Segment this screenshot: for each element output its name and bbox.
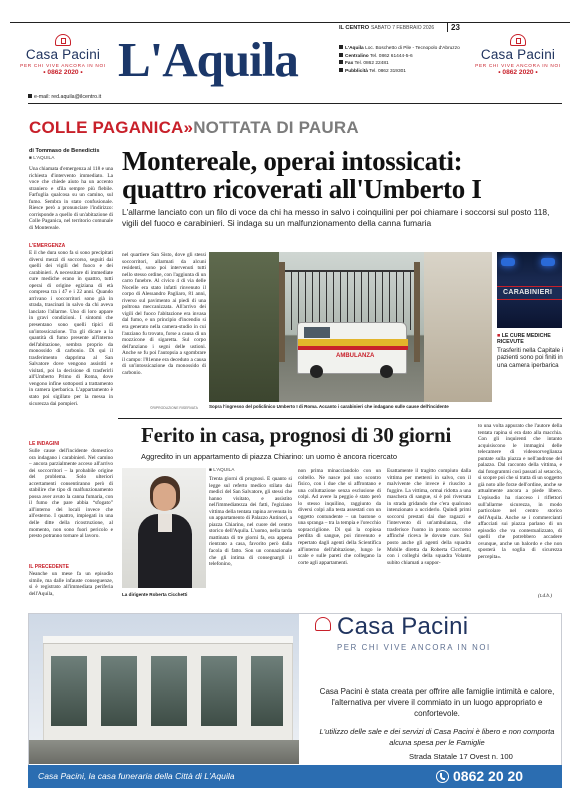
hospital-entrance-photo bbox=[209, 252, 492, 402]
article-lead: Una chiamata d'emergenza al 118 e una richiesta d'intervento immediato. La voce che chiede aiuto ha un accento straniero e sfila sempre più flebile. Farfuglia qualcosa su un camino, sul fumo. Sembra in stato confusionale. Riesce però a pronunciare l'indirizzo: corrisponde a quello di un'abitazione di Colle Paganica, nel territorio comunale di Montereale. bbox=[29, 166, 113, 231]
kicker: COLLE PAGANICA»NOTTATA DI PAURA bbox=[29, 118, 359, 137]
sidebar-title: ■ LE CURE MEDICHE RICEVUTE bbox=[497, 333, 551, 346]
ad-slogan: PER CHI VIVE ANCORA IN NOI bbox=[337, 643, 491, 652]
article2-dateline: ■ L'AQUILA bbox=[209, 468, 235, 473]
ad-address: Strada Statale 17 Ovest n. 100 bbox=[409, 752, 513, 761]
copyright-note: ©RIPRODUZIONE RISERVATA bbox=[150, 406, 198, 410]
ad-brand-name: Casa Pacini bbox=[337, 613, 469, 640]
paragraph-precedente: Neanche un mese fa un episodio simile, ma dalle infauste conseguenze, si è registrato all'immediata periferia dell'Aquila, bbox=[29, 571, 113, 597]
subhead-indagini: LE INDAGINI bbox=[29, 441, 60, 447]
article2-column-4: to una volta appurato che l'autore della tentata rapina si era dato alla macchia. Con gli inquirenti che intanto acquisiscono le immagini delle telecamere di videosorveglianza puntate sulla piazza e nell'androne del palazzo. Dal racconto della vittima, e dai fotogrammi così passati al setaccio, si scopre poi che si tratta di un soggetto già noto alle forze dell'ordine, anche se attualmente ancora a piede libero. L'episodio ha riacceso i riflettori sull'allarme sicurezza, in modo particolare nel centro storico dell'Aquila. Anche se i commercianti affacciati sui piazza parlano di un episodio che va contestualizzato, di quelli che potrebbero accadere ovunque, anche un balordo e che non sposterà la soglia di sicurezza percepita». bbox=[478, 423, 562, 560]
subhead-emergenza: L'EMERGENZA bbox=[29, 243, 66, 249]
contact-row: L'Aquila Loc. Boschetto di Pile - Tecnopolo d'Abruzzo bbox=[339, 45, 464, 53]
ad-body: Casa Pacini è stata creata per offrire alle famiglie intimità e calore, l'alternativa per vivere il commiato in un luogo appropriato e confortevole. bbox=[319, 687, 555, 718]
article2-column-2: non prima minacciandolo con un coltello. Ne nasce poi uno scontro fisico, con i due che si affrontano e una colluttazione senza esclusione di colpi. Ad avere la peggio è stato però lo stesso inquilino, raggiunto da diversi colpi alla testa assestati con un oggetto contundente – un bastone o una spranga – tra la tempia e l'orecchio sopracciglione. Di qui la copiosa perdita di sangue, poi rinvenuto e repertato dagli agenti della Scientifica all'interno dell'abitazione, lungo le scale e sulle pareti che collegano la corte agli appartamenti. bbox=[298, 468, 381, 566]
square-bullet-icon bbox=[28, 94, 32, 98]
article-title: Montereale, operai intossicati: quattro ricoverati all'Umberto I bbox=[122, 146, 482, 204]
contact-row: Fax Tel. 0862 22481 bbox=[339, 60, 464, 68]
email-line: e-mail: red.aquila@ilcentro.it bbox=[28, 94, 101, 100]
casa-pacini-logo-right: Casa Pacini PER CHI VIVE ANCORA IN NOI • 0862 2020 • bbox=[468, 34, 568, 77]
article-subtitle: L'allarme lanciato con un filo di voce da chi ha messo in salvo i coinquilini per poi chiamare i soccorsi sul posto 118, vigili del fuoco e carabinieri. Si indaga su un malfunzionamento della canna fumaria bbox=[122, 207, 550, 228]
casa-pacini-mark-icon bbox=[510, 34, 526, 46]
article2-signature: (t.d.b.) bbox=[538, 593, 552, 599]
funeral-home-building-photo bbox=[29, 614, 299, 764]
carabinieri-car-photo: CARABINIERI bbox=[497, 252, 562, 328]
ad-footer-bar bbox=[28, 765, 562, 788]
ambulance-vehicle: AMBULANZA bbox=[297, 322, 407, 374]
ad-footer-text: Casa Pacini, la casa funeraria della Città di L'Aquila bbox=[38, 771, 235, 781]
article2-title: Ferito in casa, prognosi di 30 giorni bbox=[141, 423, 452, 447]
article2-subtitle: Aggredito in un appartamento di piazza Chiarino: un uomo è ancora ricercato bbox=[141, 452, 397, 461]
portrait-photo bbox=[122, 468, 206, 588]
portrait-caption: La dirigente Roberta Cicchetti bbox=[122, 592, 188, 597]
byline: di Tommaso de Benedictis bbox=[29, 148, 100, 154]
dateline: ■ L'AQUILA bbox=[29, 156, 55, 161]
phone-icon bbox=[436, 770, 449, 783]
casa-pacini-mark-icon bbox=[315, 617, 331, 631]
paragraph-emergenza: E il che dura sono fa si sono precipitati diversi mezzi di soccorso, seguiti dai quelli dei vigili del fuoco e dei carabinieri. A necessitare di immediate cure mediche erano in quattro, tutti operai di origine egiziana di età compresa tra i 47 e i 22 anni. Quando arrivano i soccorritori sono già in strada, trascinati in salvo da chi aveva lanciato l'allarme. Uno di loro appare in gravi condizioni. I sintomi che presentano sono quelli tipici di un'intossicazione. Tra gli dicare a la quantità di fumo presente all'interno dell'abitazione, sembra proprio da monossido di carbonio. Di qui il trasferimento dapprima al San Salvatore dove vengono assistiti e visitati, poi la decisione di trasferirli all'Umberto Primo di Roma, dove vengono infine sottoposti a trattamento in camera iperbarica. L'appartamento è stato poi sigillato per la messa in sicurezza dai pompieri. bbox=[29, 250, 113, 407]
article2-column-1: Trenta giorni di prognosi. È quanto si legge sul referto medico stilato dai medici del San Salvatore, gli stessi che hanno visitato, e assistito nell'immediatezza dei fatti, l'egiziano vittima della tentata rapina avvenuta in un appartamento di Palazzo Antinori, a piazza Chiarino, nel cuore del centro storico dell'Aquila. L'uomo, nella tarda mattinata di tre giorni fa, era appena rientrato a casa, favorito però dalla facola di fatto. Son un connazionale che gli intima di consegnargli il telefonino, bbox=[209, 476, 292, 568]
issue-date: SABATO 7 FEBBRAIO 2026 bbox=[371, 25, 435, 31]
paragraph-indagini: Sulle cause dell'incidente domestico ora indagano i carabinieri. Nel camino – ancora parzialmente acceso all'arrivo dei soccorritori – la probabile origine del problema. Solo ulteriori accertamenti consentiranno però di stabilire che tipo di malfunzionamento possa aver avuto la canna fumaria, con il fumo che pare abbia “sfogato” all'interno dei locali invece che all'esterno. I quattro, impiegati in una delle ditte della ricostruzione, al momento, non sono fuori pericolo e presto potranno tornare al lavoro. bbox=[29, 448, 113, 540]
subhead-precedente: IL PRECEDENTE bbox=[29, 564, 69, 570]
photo-caption: Sopra l'ingresso del policlinico Umberto I di Roma. Accanto i carabinieri che indagano sulle cause dell'incidente bbox=[209, 404, 449, 409]
contact-row: Pubblicità Tel. 0862 319301 bbox=[339, 68, 464, 76]
casa-pacini-mark-icon bbox=[55, 34, 71, 46]
article-column-2: nel quartiere San Sisto, dove gli stessi soccorritori, allarmati da alcuni residenti, sono poi intervenuti tutti nello stesso ordine, con l'aggiunta di un carro funebre. Al civico 4 di via delle Nocelle era stato infatti rinvenuto il corpo di Alessandro Pagliaro, 81 anni, riverso sul pavimento ai piedi di una poltrona meccanizzata. All'arrivo dei vigili del fuoco l'abitazione era invasa dal fumo, e un principio d'incendio si era generato nella camera-studio in cui l'anziano fu trovato, forse a causa di un mozzicone di sigaretta. Sul corpo dell'anziano i segni delle ustioni. Anche se fu poi l'autopsia a sgombrare il campo: l'81enne era deceduto a causa di un'intossicazione da monossido di carbonio. bbox=[122, 252, 206, 376]
section-city-title: L'Aquila bbox=[118, 32, 298, 87]
casa-pacini-logo-left: Casa Pacini PER CHI VIVE ANCORA IN NOI • 0862 2020 • bbox=[18, 34, 108, 77]
ad-phone: 0862 20 20 bbox=[453, 768, 524, 784]
contacts-block bbox=[339, 45, 464, 75]
article2-column-3: Esattamente il tragitto compiuto dalla vittima per mettersi in salvo, con il malvivente che invece è riuscito a fuggire. La vittima, ormai ridotta a una maschera di sangue, si è poi riversata in strada gridando che c'era qualcuno intenzionato a ucciderlo. Quindi primi soccorsi prestati dai due ragazzi e l'intervento di un'ambulanza, che trasferisce l'uomo in pronto soccorso affinché riceva le dovute cure. Sul posto anche gli agenti della squadra Mobile diretta da Roberta Cicchetti, con i colleghi della squadra Volante subito chiamati a suppor- bbox=[387, 468, 471, 566]
casa-pacini-advertisement bbox=[28, 613, 562, 787]
ad-italic-note: L'utilizzo delle sale e dei servizi di Casa Pacini è libero e non comporta alcuna spesa per le Famiglie bbox=[319, 727, 555, 747]
sidebar-text: Trasferiti nella Capitale i pazienti sono poi finiti in una camera iperbarica bbox=[497, 347, 564, 369]
page-number: 23 bbox=[451, 23, 460, 32]
newspaper-name: IL CENTRO bbox=[339, 25, 370, 31]
contact-row: Centralino Tel. 0862 61444-5-6 bbox=[339, 53, 464, 61]
